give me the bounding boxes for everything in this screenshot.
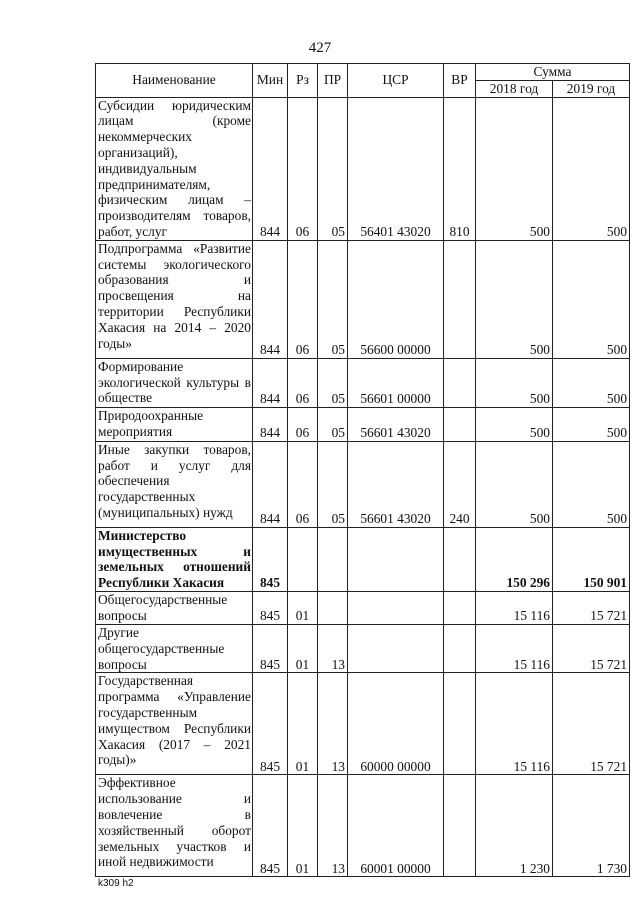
- row-vr: 810: [444, 97, 476, 240]
- row-pr: 05: [318, 441, 348, 527]
- row-vr: [444, 624, 476, 672]
- row-rz: 01: [288, 624, 318, 672]
- row-name: Государственная программа «Управление государственным имуществом Республики Хакасия (2017 – 2021 годы)»: [96, 673, 253, 775]
- row-rz: 06: [288, 97, 318, 240]
- table-row: [96, 624, 630, 672]
- header-csr: ЦСР: [348, 64, 444, 98]
- table-row: [96, 775, 630, 877]
- table-row: [96, 358, 630, 407]
- table-row: [96, 527, 630, 591]
- table-row: [96, 673, 630, 775]
- header-year-2019: 2019 год: [553, 80, 630, 97]
- row-csr: 56401 43020: [348, 97, 444, 240]
- row-2018: 15 116: [476, 624, 553, 672]
- row-name: Подпрограмма «Развитие системы экологического образования и просвещения на территории Республики Хакасия на 2014 – 2020 годы»: [96, 240, 253, 358]
- row-vr: 240: [444, 441, 476, 527]
- row-csr: [348, 527, 444, 591]
- row-name: Эффективное использование и вовлечение в хозяйственный оборот земельных участков и иной недвижимости: [96, 775, 253, 877]
- row-pr: [318, 591, 348, 624]
- header-year-2018: 2018 год: [476, 80, 553, 97]
- row-rz: 01: [288, 673, 318, 775]
- row-name: Формирование экологической культуры в обществе: [96, 358, 253, 407]
- row-2018: 15 116: [476, 591, 553, 624]
- header-vr: ВР: [444, 64, 476, 98]
- row-rz: 06: [288, 407, 318, 441]
- row-2018: 1 230: [476, 775, 553, 877]
- row-rz: 01: [288, 775, 318, 877]
- row-name: Природоохранные мероприятия: [96, 407, 253, 441]
- footer-code: k309 h2: [98, 878, 134, 889]
- table-row: [96, 407, 630, 441]
- row-2019: 500: [553, 358, 630, 407]
- row-vr: [444, 407, 476, 441]
- row-min: 844: [253, 441, 288, 527]
- row-2018: 500: [476, 407, 553, 441]
- row-pr: 05: [318, 407, 348, 441]
- row-name: Субсидии юридическим лицам (кроме некоммерческих организаций), индивидуальным предпринимателям, физическим лицам – производителям товаров, работ, услуг: [96, 97, 253, 240]
- row-csr: 60001 00000: [348, 775, 444, 877]
- row-2019: 15 721: [553, 624, 630, 672]
- budget-table: [95, 63, 630, 877]
- header-name: Наименование: [96, 64, 253, 98]
- row-min: 845: [253, 673, 288, 775]
- row-min: 844: [253, 407, 288, 441]
- row-min: 844: [253, 358, 288, 407]
- row-csr: 56600 00000: [348, 240, 444, 358]
- row-pr: 13: [318, 624, 348, 672]
- row-2018: 500: [476, 358, 553, 407]
- row-csr: 56601 43020: [348, 441, 444, 527]
- row-vr: [444, 527, 476, 591]
- row-2019: 500: [553, 441, 630, 527]
- row-rz: 06: [288, 358, 318, 407]
- row-2019: 500: [553, 240, 630, 358]
- row-rz: 06: [288, 441, 318, 527]
- row-2018: 500: [476, 441, 553, 527]
- row-rz: 06: [288, 240, 318, 358]
- row-rz: 01: [288, 591, 318, 624]
- table-row: [96, 97, 630, 240]
- row-vr: [444, 673, 476, 775]
- row-2018: 500: [476, 240, 553, 358]
- row-2019: 1 730: [553, 775, 630, 877]
- row-2019: 500: [553, 407, 630, 441]
- row-2019: 150 901: [553, 527, 630, 591]
- row-vr: [444, 591, 476, 624]
- row-vr: [444, 358, 476, 407]
- row-min: 845: [253, 775, 288, 877]
- row-csr: 60000 00000: [348, 673, 444, 775]
- row-pr: 13: [318, 673, 348, 775]
- row-min: 844: [253, 97, 288, 240]
- row-name: Другие общегосударственные вопросы: [96, 624, 253, 672]
- row-vr: [444, 240, 476, 358]
- row-pr: 13: [318, 775, 348, 877]
- row-2018: 150 296: [476, 527, 553, 591]
- table-row: [96, 441, 630, 527]
- table-row: [96, 591, 630, 624]
- row-min: 845: [253, 624, 288, 672]
- row-name: Общегосударственные вопросы: [96, 591, 253, 624]
- row-2018: 15 116: [476, 673, 553, 775]
- header-rz: Рз: [288, 64, 318, 98]
- header-pr: ПР: [318, 64, 348, 98]
- row-pr: 05: [318, 240, 348, 358]
- row-2019: 15 721: [553, 591, 630, 624]
- table-row: [96, 240, 630, 358]
- row-csr: 56601 00000: [348, 358, 444, 407]
- row-rz: [288, 527, 318, 591]
- page-number: 427: [308, 40, 332, 56]
- header-min: Мин: [253, 64, 288, 98]
- row-pr: 05: [318, 97, 348, 240]
- row-min: 845: [253, 591, 288, 624]
- row-csr: 56601 43020: [348, 407, 444, 441]
- row-vr: [444, 775, 476, 877]
- row-min: 844: [253, 240, 288, 358]
- row-min: 845: [253, 527, 288, 591]
- row-name: Иные закупки товаров, работ и услуг для обеспечения государственных (муниципальных) нужд: [96, 441, 253, 527]
- row-name: Министерство имущественных и земельных отношений Республики Хакасия: [96, 527, 253, 591]
- row-csr: [348, 591, 444, 624]
- row-pr: [318, 527, 348, 591]
- header-summa: Сумма: [476, 64, 630, 81]
- row-2019: 500: [553, 97, 630, 240]
- row-2018: 500: [476, 97, 553, 240]
- row-pr: 05: [318, 358, 348, 407]
- row-csr: [348, 624, 444, 672]
- row-2019: 15 721: [553, 673, 630, 775]
